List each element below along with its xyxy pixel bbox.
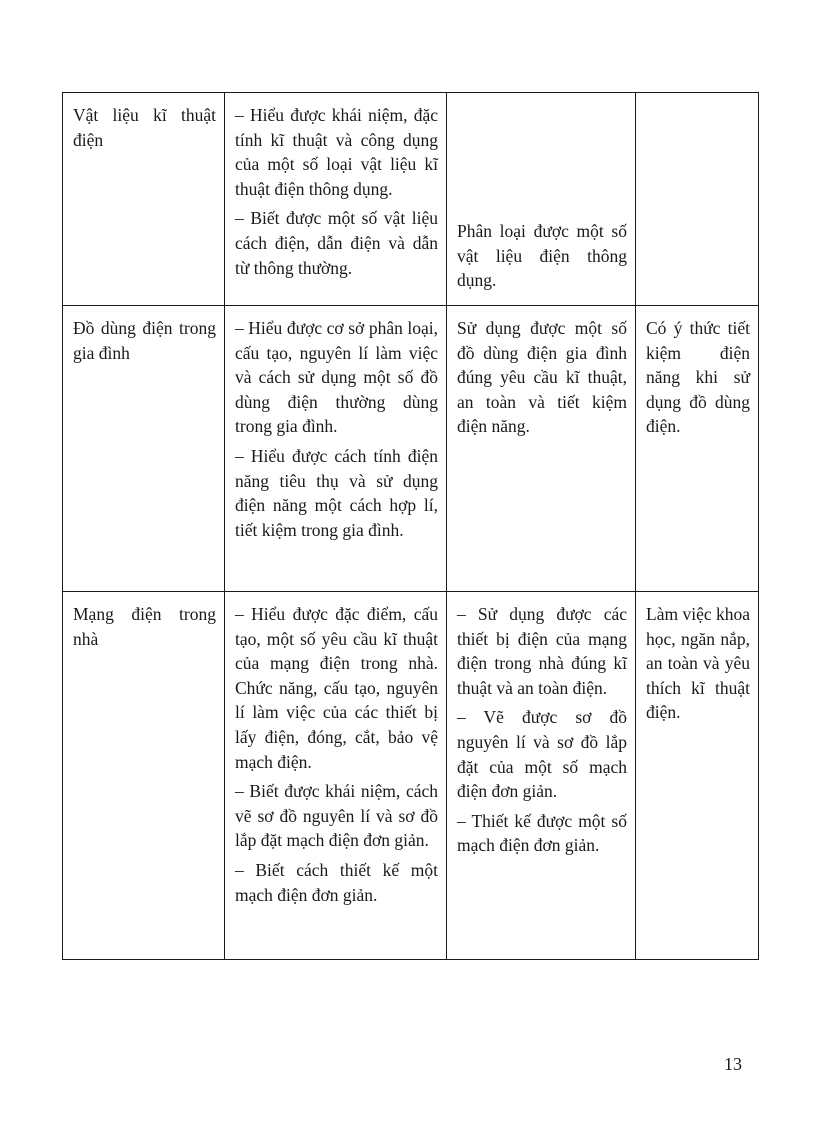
attitude-item: Có ý thức tiết kiệm điện năng khi sử dụng đồ dùng điện.	[646, 318, 750, 437]
topic-text: Mạng điện trong nhà	[73, 604, 216, 649]
table-row	[63, 93, 759, 306]
skills-item: – Sử dụng được các thiết bị điện của mạng điện trong nhà đúng kĩ thuật và an toàn điện.	[457, 604, 627, 698]
skills-cell	[447, 93, 636, 306]
knowledge-item: – Biết được một số vật liệu cách điện, dẫn điện và dẫn từ thông thường.	[235, 208, 438, 278]
knowledge-item: – Biết cách thiết kế một mạch điện đơn giản.	[235, 859, 438, 905]
skills-cell	[447, 306, 636, 592]
skills-item: Sử dụng được một số đồ dùng điện gia đình đúng yêu cầu kĩ thuật, an toàn và tiết kiệm điện năng.	[457, 318, 627, 437]
topic-text: Vật liệu kĩ thuật điện	[73, 105, 216, 150]
skills-item: – Thiết kế được một số mạch điện đơn giản.	[457, 810, 627, 856]
page-number: 13	[724, 1054, 742, 1074]
skills-cell	[447, 592, 636, 960]
topic-cell	[63, 306, 225, 592]
table-row	[63, 306, 759, 592]
knowledge-item: – Biết được khái niệm, cách vẽ sơ đồ nguyên lí và sơ đồ lắp đặt mạch điện đơn giản.	[235, 781, 438, 851]
table-row	[63, 592, 759, 960]
knowledge-cell	[225, 306, 447, 592]
knowledge-item: – Hiểu được khái niệm, đặc tính kĩ thuật và công dụng của một số loại vật liệu kĩ thuật điện thông dụng.	[235, 105, 438, 199]
attitude-item: Làm việc khoa học, ngăn nắp, an toàn và yêu thích kĩ thuật điện.	[646, 604, 750, 723]
attitude-cell	[636, 592, 759, 960]
knowledge-item: – Hiểu được cách tính điện năng tiêu thụ và sử dụng điện năng một cách hợp lí, tiết kiệm trong gia đình.	[235, 445, 438, 540]
topic-cell	[63, 592, 225, 960]
skills-item: – Vẽ được sơ đồ nguyên lí và sơ đồ lắp đặt của một số mạch điện đơn giản.	[457, 707, 627, 802]
topic-text: Đồ dùng điện trong gia đình	[73, 318, 216, 363]
attitude-cell	[636, 93, 759, 306]
attitude-cell	[636, 306, 759, 592]
curriculum-table	[62, 92, 759, 960]
knowledge-cell	[225, 592, 447, 960]
knowledge-item: – Hiểu được đặc điểm, cấu tạo, một số yêu cầu kĩ thuật của mạng điện trong nhà. Chức năng, cấu tạo, nguyên lí làm việc của các thiết bị lấy điện, đóng, cắt, bảo vệ mạch điện.	[235, 604, 438, 772]
topic-cell	[63, 93, 225, 306]
knowledge-item: – Hiểu được cơ sở phân loại, cấu tạo, nguyên lí làm việc và cách sử dụng một số đồ dùng điện thường dùng trong gia đình.	[235, 318, 438, 437]
knowledge-cell	[225, 93, 447, 306]
skills-item: Phân loại được một số vật liệu điện thông dụng.	[457, 221, 627, 291]
